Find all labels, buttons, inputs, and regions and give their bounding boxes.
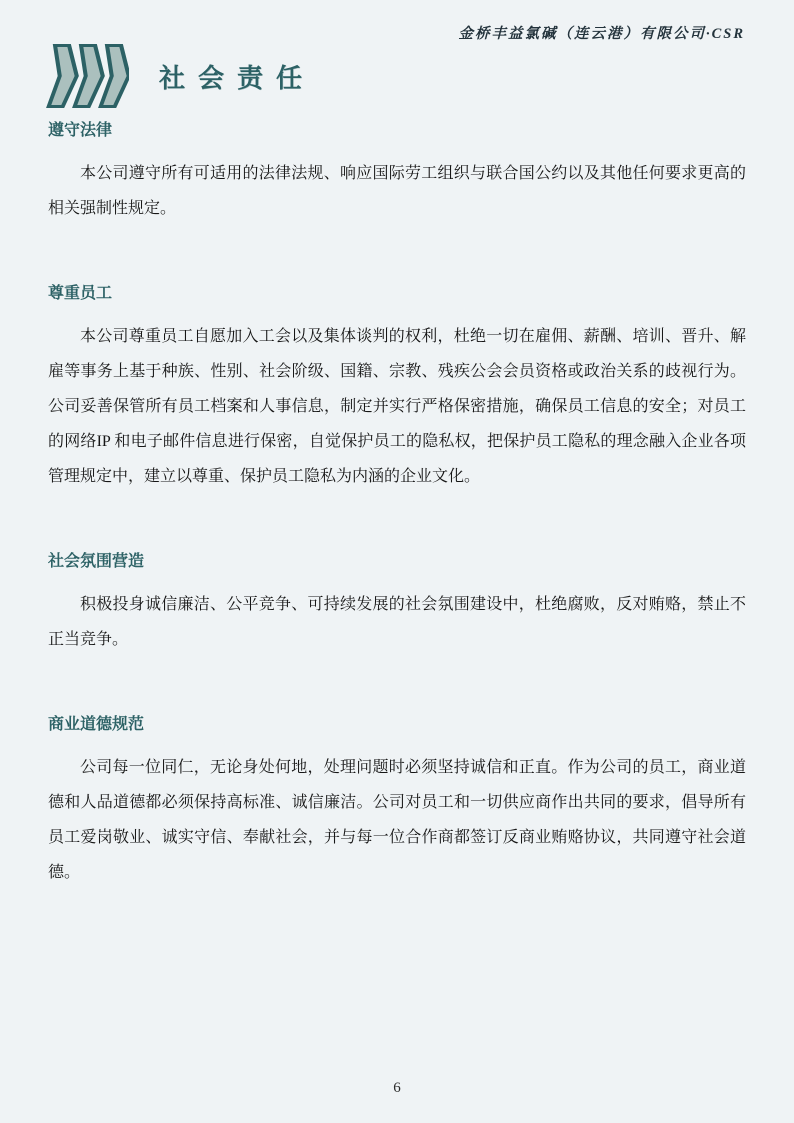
- section-business-ethics: [48, 714, 746, 890]
- content-area: [48, 120, 746, 890]
- section-heading: 尊重员工: [48, 285, 113, 302]
- section-body: 本公司尊重员工自愿加入工会以及集体谈判的权利，杜绝一切在雇佣、薪酬、培训、晋升、解雇等事务上基于种族、性别、社会阶级、国籍、宗教、残疾公会会员资格或政治关系的歧视行为。公司妥善保管所有员工档案和人事信息，制定并实行严格保密措施，确保员工信息的安全；对员工的网络IP 和电子邮件信息进行保密，自觉保护员工的隐私权，把保护员工隐私的理念融入企业各项管理规定中，建立以尊重、保护员工隐私为内涵的企业文化。: [48, 328, 746, 485]
- document-header: 金桥丰益氯碱（连云港）有限公司·CSR: [458, 26, 745, 42]
- page-number: 6: [393, 1080, 401, 1096]
- section-heading: 商业道德规范: [48, 716, 145, 733]
- section-heading: 遵守法律: [48, 122, 113, 139]
- section-body: 公司每一位同仁，无论身处何地，处理问题时必须坚持诚信和正直。作为公司的员工，商业道德和人品道德都必须保持高标准、诚信廉洁。公司对员工和一切供应商作出共同的要求，倡导所有员工爱岗敬业、诚实守信、奉献社会，并与每一位合作商都签订反商业贿赂协议，共同遵守社会道德。: [48, 759, 746, 881]
- page-title: 社会责任: [159, 62, 316, 93]
- section-obey-law: [48, 120, 746, 226]
- section-social-atmosphere: [48, 551, 746, 657]
- chevron-shape: [74, 45, 106, 107]
- section-body: 本公司遵守所有可适用的法律法规、响应国际劳工组织与联合国公约以及其他任何要求更高的相关强制性规定。: [48, 165, 746, 217]
- section-body: 积极投身诚信廉洁、公平竞争、可持续发展的社会氛围建设中，杜绝腐败，反对贿赂，禁止不正当竞争。: [48, 596, 746, 648]
- chevron-shape: [48, 45, 80, 107]
- triple-chevron-icon: [45, 44, 129, 108]
- title-row: [45, 44, 315, 108]
- section-heading: 社会氛围营造: [48, 553, 145, 570]
- section-respect-employees: [48, 283, 746, 494]
